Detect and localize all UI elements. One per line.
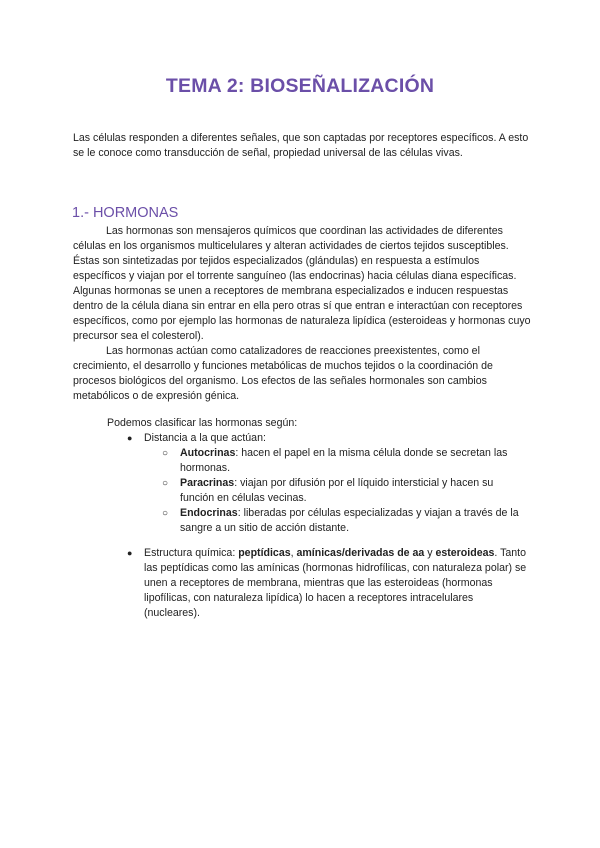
separator: y — [424, 547, 436, 559]
structure-description: Tanto las peptídicas como las amínicas (hormonas hidrofílicas, con naturaleza polar) se unen a receptores de membrana, mientras que las esteroideas (hormonas lipofílicas, con naturaleza lipídica) lo hacen a receptores intracelulares (nucleares). — [144, 547, 527, 619]
separator: , — [290, 547, 297, 559]
term-bold: esteroideas — [435, 547, 495, 559]
sublist-item — [127, 446, 527, 476]
term-bold: Autocrinas — [180, 447, 236, 459]
sublist-item — [127, 506, 527, 536]
term-bold: Endocrinas — [180, 507, 238, 519]
paragraph-hormones-function: Las hormonas actúan como catalizadores de reacciones preexistentes, como el crecimiento, el desarrollo y funciones metabólicas de muchos tejidos o la coordinación de procesos biológicos del organismo. Los efectos de las señales hormonales son cambios metabólicos o de expresión génica. — [73, 345, 493, 402]
bullet-icon: ● — [127, 548, 133, 558]
section-heading: 1.- HORMONAS — [72, 205, 179, 221]
term-description: : viajan por difusión por el líquido intersticial y hacen su función en células vecinas. — [180, 477, 494, 504]
list-item-content — [127, 546, 527, 621]
paragraph-hormones-definition: Las hormonas son mensajeros químicos que coordinan las actividades de diferentes células en los organismos multicelulares y alteran actividades de ciertos tejidos susceptibles. Éstas son sintetizadas por tejidos especializados (glándulas) en respuesta a estímulos específicos y viajan por el torrente sanguíneo (las endocrinas) hacia células diana específicas. Algunas hormonas se unen a receptores de membrana especializados e inducen respuestas dentro de la célula diana sin entrar en ella pero otras sí que entran e interactúan con receptores específicos, como por ejemplo las hormonas de naturaleza lipídica (esteroideas y hormonas cuyo precursor sea el colesterol). — [73, 225, 531, 342]
term-bold: Paracrinas — [180, 477, 235, 489]
classification-list-structure — [127, 546, 527, 621]
terminator: . — [494, 547, 498, 559]
sublist — [127, 446, 527, 536]
page-title: TEMA 2: BIOSEÑALIZACIÓN — [165, 75, 435, 97]
term-description: : liberadas por células especializadas y viajan a través de la sangre a un sitio de acción distante. — [180, 507, 519, 534]
term-description: : hacen el papel en la misma célula donde se secretan las hormonas. — [180, 447, 508, 474]
term-bold: peptídicas — [238, 547, 291, 559]
list-item-label: Distancia a la que actúan: — [144, 432, 266, 444]
hollow-bullet-icon: ○ — [162, 508, 169, 519]
bullet-icon: ● — [127, 433, 133, 443]
classification-list-distance — [127, 431, 527, 536]
list-item — [127, 431, 527, 446]
intro-paragraph: Las células responden a diferentes señales, que son captadas por receptores específicos. A esto se le conoce como transducción de señal, propiedad universal de las células vivas. — [73, 132, 529, 159]
list-item — [127, 546, 527, 621]
hollow-bullet-icon: ○ — [162, 478, 169, 489]
hollow-bullet-icon: ○ — [162, 448, 169, 459]
list-item-label: Estructura química: — [144, 547, 239, 559]
term-bold: amínicas/derivadas de aa — [296, 547, 425, 559]
sublist-item — [127, 476, 527, 506]
classification-intro: Podemos clasificar las hormonas según: — [107, 417, 298, 429]
section-body — [73, 224, 533, 404]
